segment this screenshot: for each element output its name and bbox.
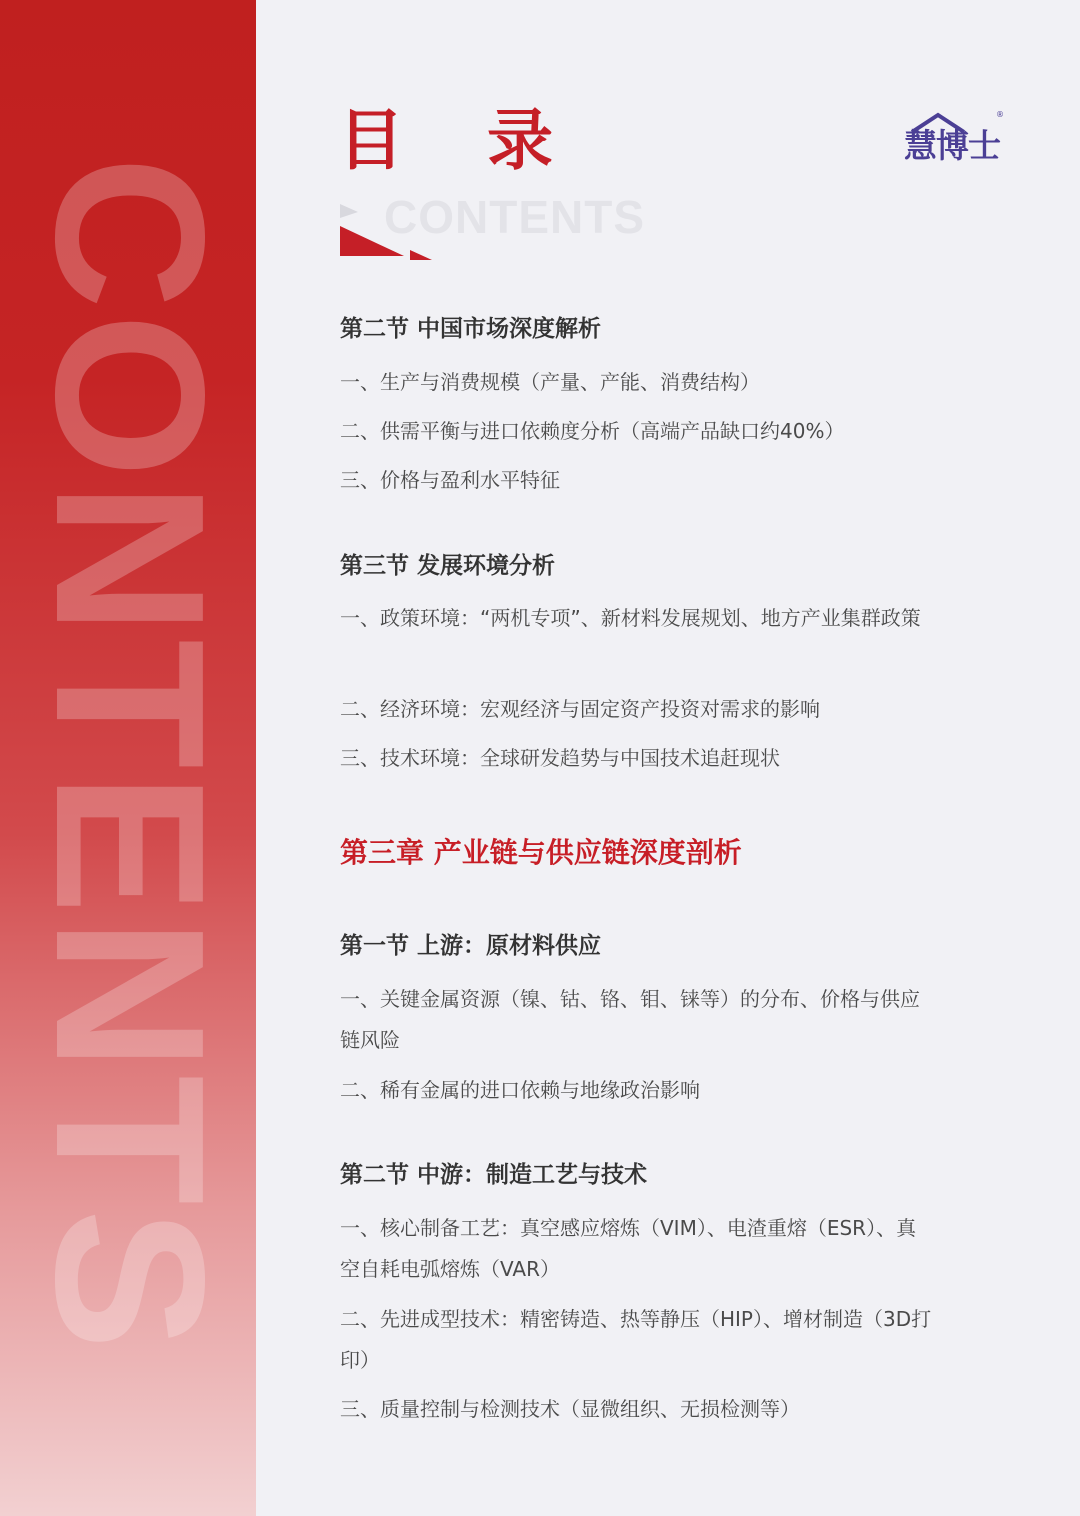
registered-mark: ® [996,110,1004,119]
house-roof-icon [910,112,966,134]
toc-item: 二、先进成型技术：精密铸造、热等静压（HIP）、增材制造（3D打印） [340,1307,932,1372]
toc-item: 三、价格与盈利水平特征 [340,468,560,492]
toc-item: 二、供需平衡与进口依赖度分析（高端产品缺口约40%） [340,419,845,443]
sidebar-watermark [12,155,249,1355]
section-heading: 第三节 发展环境分析 [340,553,556,579]
brand-logo [904,110,1004,165]
section-heading: 第二节 中国市场深度解析 [340,316,602,342]
contents-subtitle: CONTENTS [384,191,645,243]
brand-logo-text: 慧博士 [904,126,1000,165]
toc-item: 一、核心制备工艺：真空感应熔炼（VIM）、电渣重熔（ESR）、真空自耗电弧熔炼（VAR） [340,1216,917,1281]
toc-item: 三、技术环境：全球研发趋势与中国技术追赶现状 [340,746,780,770]
sidebar-panel [0,0,256,1516]
toc-item: 一、生产与消费规模（产量、产能、消费结构） [340,370,760,394]
toc-item: 二、稀有金属的进口依赖与地缘政治影响 [340,1078,700,1102]
page-title: 目 录 [338,102,583,179]
toc-item: 三、质量控制与检测技术（显微组织、无损检测等） [340,1397,800,1421]
sidebar-watermark-text: CONTENTS [12,156,249,1354]
main-content [256,0,1080,1516]
toc-item: 一、政策环境：“两机专项”、新材料发展规划、地方产业集群政策 [340,606,921,630]
toc-item: 一、关键金属资源（镍、钴、铬、钼、铼等）的分布、价格与供应链风险 [340,987,920,1052]
chapter-heading: 第三章 产业链与供应链深度剖析 [340,836,742,869]
toc-item: 二、经济环境：宏观经济与固定资产投资对需求的影响 [340,697,820,721]
section-heading: 第二节 中游：制造工艺与技术 [340,1162,648,1188]
section-heading: 第一节 上游：原材料供应 [340,933,602,959]
